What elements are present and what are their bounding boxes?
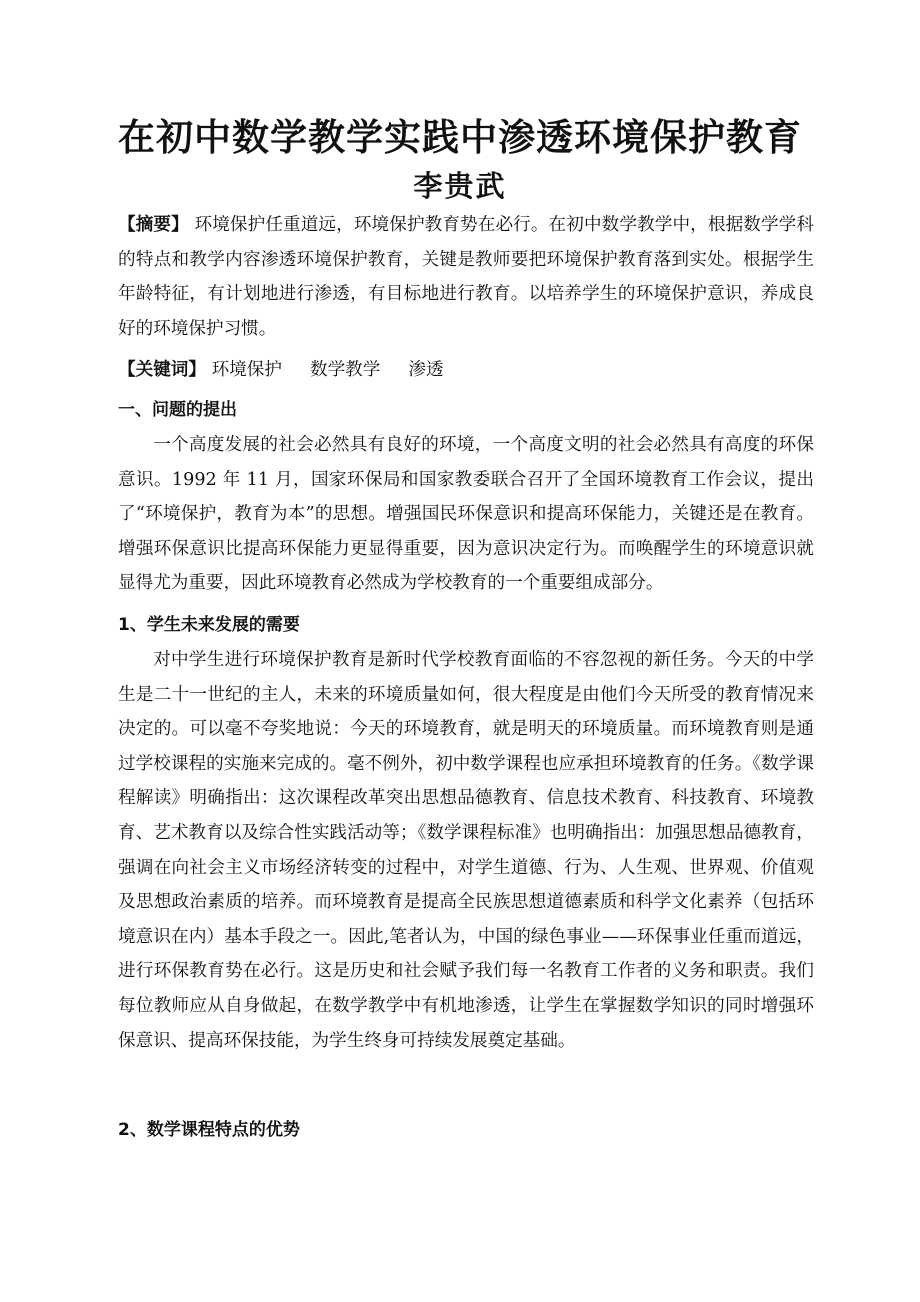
body-paragraph: 对中学生进行环境保护教育是新时代学校教育面临的不容忽视的新任务。今天的中学生是二十一世纪的主人，未来的环境质量如何，很大程度是由他们今天所受的教育情况来决定的。可以毫不夸奖地说：今天的环境教育，就是明天的环境质量。而环境教育则是通过学校课程的实施来完成的。毫不例外，初中数学课程也应承担环境教育的任务。《数学课程解读》明确指出：这次课程改革突出思想品德教育、信息技术教育、科技教育、环境教育、艺术教育以及综合性实践活动等；《数学课程标准》也明确指出：加强思想品德教育，强调在向社会主义市场经济转变的过程中，对学生道德、行为、人生观、世界观、价值观及思想政治素质的培养。而环境教育是提高全民族思想道德素质和科学文化素养（包括环境意识在内）基本手段之一。因此,笔者认为，中国的绿色事业——环保事业任重而道远，进行环保教育势在必行。这是历史和社会赋予我们每一名教育工作者的义务和职责。我们每位教师应从自身做起，在数学教学中有机地渗透，让学生在掌握数学知识的同时增强环保意识、提高环保技能，为学生终身可持续发展奠定基础。 bbox=[118, 650, 814, 1051]
abstract-paragraph bbox=[118, 208, 814, 346]
keywords-label: 【关键词】 bbox=[118, 360, 206, 380]
document-title: 在初中数学教学实践中渗透环境保护教育 bbox=[118, 115, 802, 159]
abstract-text: 环境保护任重道远，环境保护教育势在必行。在初中数学教学中，根据数学学科的特点和教学内容渗透环境保护教育，关键是教师要把环境保护教育落到实处。根据学生年龄特征，有计划地进行渗透，有目标地进行教育。以培养学生的环境保护意识，养成良好的环境保护习惯。 bbox=[118, 215, 814, 339]
body-paragraph: 一个高度发展的社会必然具有良好的环境，一个高度文明的社会必然具有高度的环保意识。1992 年 11 月，国家环保局和国家教委联合召开了全国环境教育工作会议，提出了“环境保护，教育为本”的思想。增强国民环保意识和提高环保能力，关键还是在教育。增强环保意识比提高环保能力更显得重要，因为意识决定行为。而唤醒学生的环境意识就显得尤为重要，因此环境教育必然成为学校教育的一个重要组成部分。 bbox=[118, 435, 814, 594]
subsection-heading: 2、数学课程特点的优势 bbox=[118, 1120, 300, 1140]
subsection-heading: 1、学生未来发展的需要 bbox=[118, 615, 300, 635]
author-name: 李贵武 bbox=[413, 169, 507, 203]
section-heading: 一、问题的提出 bbox=[118, 400, 237, 420]
keyword-item: 渗透 bbox=[408, 360, 444, 380]
abstract-label: 【摘要】 bbox=[118, 215, 189, 235]
keyword-item: 数学教学 bbox=[309, 360, 381, 380]
keywords-line bbox=[118, 353, 814, 388]
keyword-item: 环境保护 bbox=[211, 360, 282, 380]
